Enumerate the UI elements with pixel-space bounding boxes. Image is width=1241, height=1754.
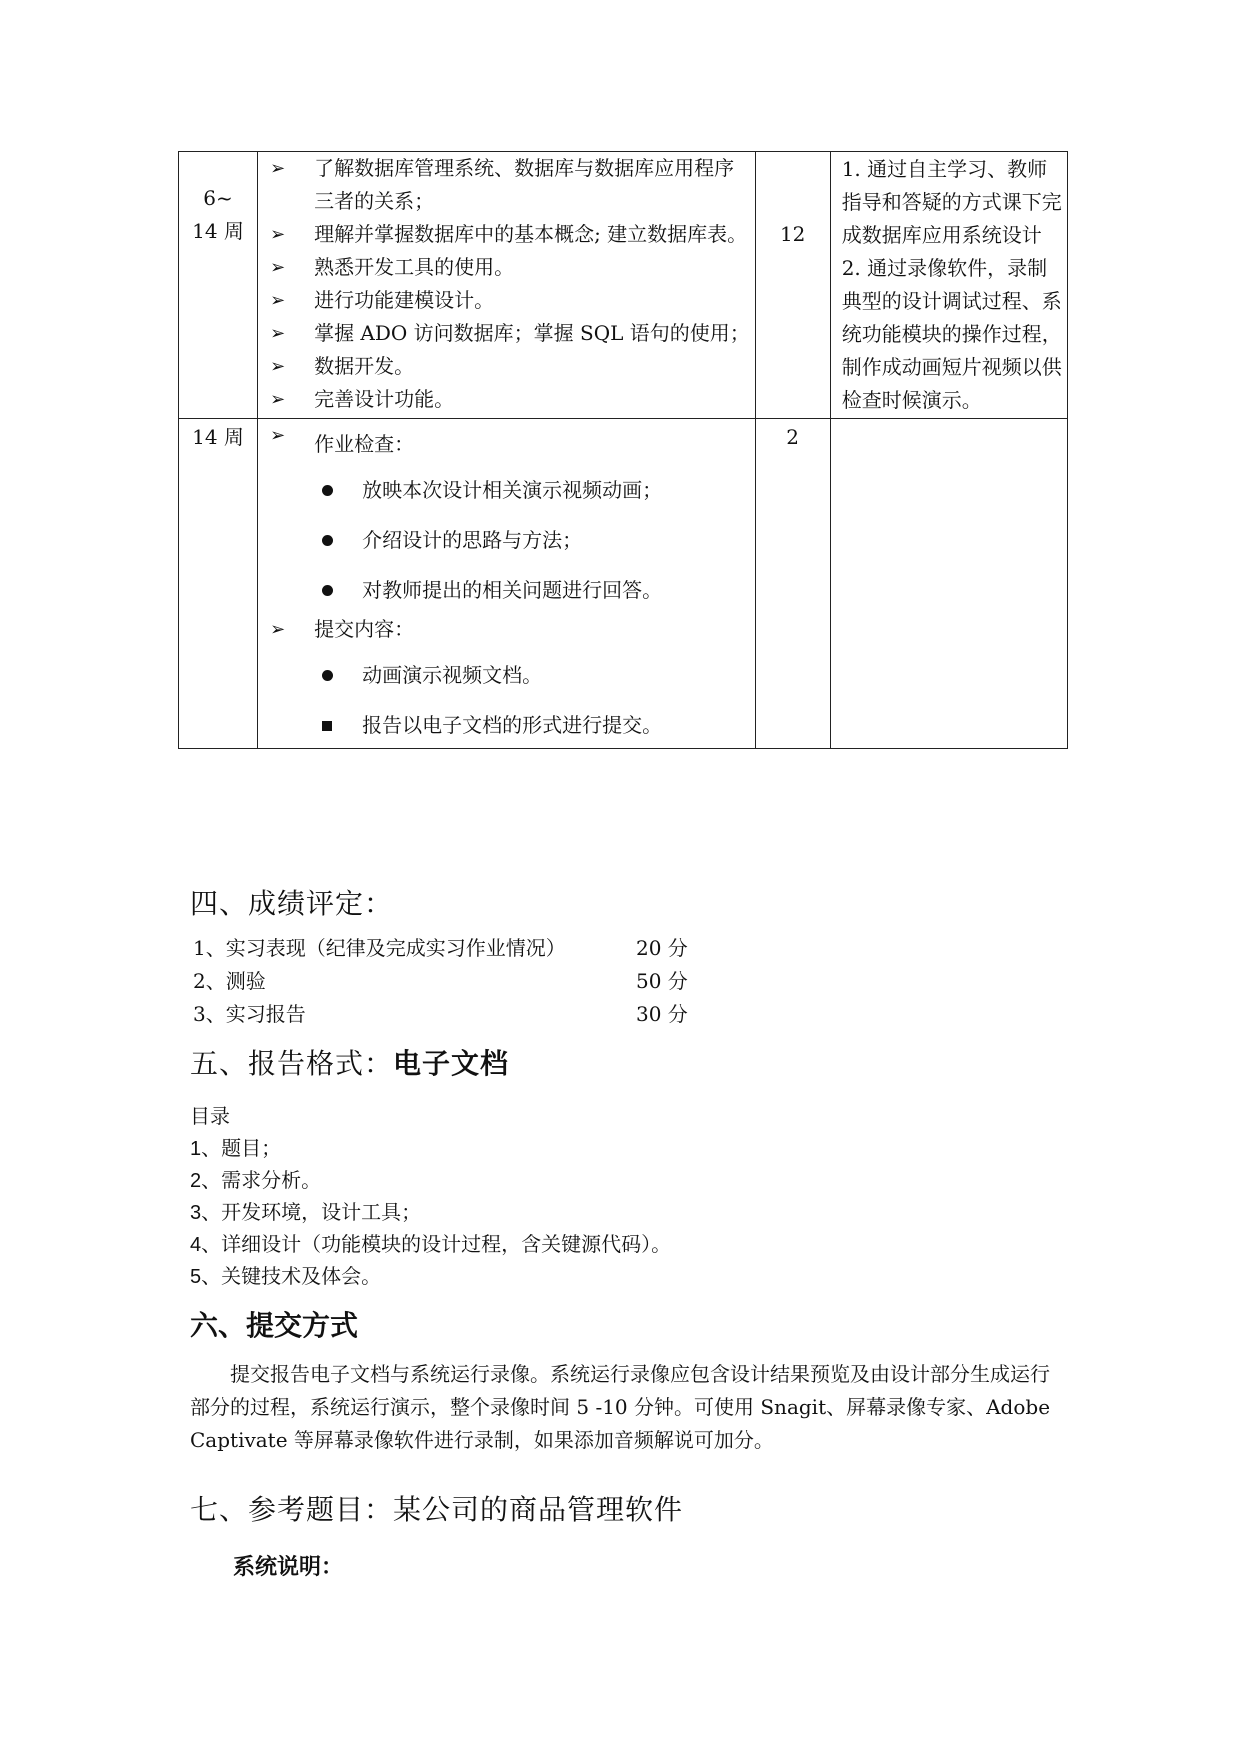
score-item [193, 932, 713, 964]
arrow-bullet-icon: ➢ [270, 224, 286, 245]
dot-bullet-icon [322, 585, 333, 596]
week-line: 14 周 [192, 219, 244, 243]
list-item: 对教师提出的相关问题进行回答。 [316, 573, 755, 607]
note-cell [830, 419, 1067, 749]
dot-bullet-icon [322, 670, 333, 681]
note-paragraph: 2. 通过录像软件，录制典型的设计调试过程、系统功能模块的操作过程，制作成动画短片视频以供检查时候演示。 [841, 256, 1062, 412]
week-line: 14 周 [192, 425, 244, 449]
list-item: ➢ 熟悉开发工具的使用。 [270, 251, 751, 284]
list-item: ➢ 数据开发。 [270, 350, 751, 383]
toc-item: 3、开发环境，设计工具； [190, 1200, 422, 1224]
schedule-table [178, 151, 1068, 749]
note-text [831, 419, 1067, 421]
section-heading-grading: 四、成绩评定： [190, 887, 394, 920]
score-item [193, 998, 713, 1030]
sub-list [258, 658, 755, 742]
week-line: 6~ [203, 186, 233, 210]
arrow-bullet-icon: ➢ [270, 158, 286, 179]
task-list [258, 152, 755, 416]
hours-value: 12 [779, 222, 806, 246]
toc-item: 4、详细设计（功能模块的设计过程，含关键源代码）。 [190, 1232, 672, 1256]
arrow-bullet-icon: ➢ [270, 619, 286, 640]
list-item: ➢ 理解并掌握数据库中的基本概念; 建立数据库表。 [270, 218, 751, 251]
list-item: ➢ 作业检查： [270, 419, 751, 465]
table-row [179, 419, 1068, 749]
submission-paragraph: 提交报告电子文档与系统运行录像。系统运行录像应包含设计结果预览及由设计部分生成运行部分的过程，系统运行演示，整个录像时间 5 -10 分钟。可使用 Snagit、屏幕录像专家、Adobe Captivate 等屏幕录像软件进行录制，如果添加音频解说可加分。 [190, 1362, 1051, 1452]
note-paragraph: 1. 通过自主学习、教师指导和答疑的方式课下完成数据库应用系统设计 [841, 157, 1062, 247]
arrow-bullet-icon: ➢ [270, 389, 286, 410]
list-item: 放映本次设计相关演示视频动画； [316, 473, 755, 507]
dot-bullet-icon [322, 485, 333, 496]
arrow-bullet-icon: ➢ [270, 323, 286, 344]
toc-item: 1、题目； [190, 1136, 282, 1160]
square-bullet-icon [322, 721, 332, 731]
system-description-heading: 系统说明： [233, 1555, 344, 1580]
week-cell [179, 419, 258, 749]
score-label: 2、测验 [193, 969, 266, 993]
list-item: ➢ 完善设计功能。 [270, 383, 751, 416]
note-text [831, 152, 1067, 418]
list-item: 动画演示视频文档。 [316, 658, 755, 692]
toc-item: 5、关键技术及体会。 [190, 1264, 382, 1288]
hours-cell [755, 152, 830, 419]
table-row [179, 152, 1068, 419]
list-item: ➢ 了解数据库管理系统、数据库与数据库应用程序三者的关系； [270, 152, 751, 218]
week-cell [179, 152, 258, 419]
task-list [258, 419, 755, 465]
arrow-bullet-icon: ➢ [270, 290, 286, 311]
content-cell [258, 152, 756, 419]
section-heading-reference-topic: 七、参考题目：某公司的商品管理软件 [190, 1493, 684, 1526]
hours-cell [755, 419, 830, 749]
hours-value: 2 [786, 425, 800, 449]
heading-prefix: 五、报告格式： [190, 1047, 394, 1080]
arrow-bullet-icon: ➢ [270, 425, 286, 446]
list-item: 介绍设计的思路与方法； [316, 523, 755, 557]
score-item [193, 965, 713, 997]
dot-bullet-icon [322, 535, 333, 546]
list-item: ➢ 提交内容： [270, 613, 751, 650]
sub-list [258, 473, 755, 607]
toc-title: 目录 [190, 1104, 230, 1128]
arrow-bullet-icon: ➢ [270, 356, 286, 377]
score-value: 50 分 [636, 969, 688, 993]
section-heading-submission: 六、提交方式 [190, 1309, 359, 1342]
list-item: ➢ 掌握 ADO 访问数据库；掌握 SQL 语句的使用； [270, 317, 751, 350]
score-value: 30 分 [636, 1002, 688, 1026]
arrow-bullet-icon: ➢ [270, 257, 286, 278]
list-item: 报告以电子文档的形式进行提交。 [316, 708, 755, 742]
heading-emphasis: 电子文档 [393, 1047, 510, 1080]
score-value: 20 分 [636, 936, 688, 960]
score-label: 1、实习表现（纪律及完成实习作业情况） [193, 936, 566, 960]
score-label: 3、实习报告 [193, 1002, 306, 1026]
section-heading-report-format [190, 1042, 509, 1082]
note-cell [830, 152, 1067, 419]
task-list [258, 613, 755, 650]
list-item: ➢ 进行功能建模设计。 [270, 284, 751, 317]
toc-item: 2、需求分析。 [190, 1168, 322, 1192]
content-cell [258, 419, 756, 749]
